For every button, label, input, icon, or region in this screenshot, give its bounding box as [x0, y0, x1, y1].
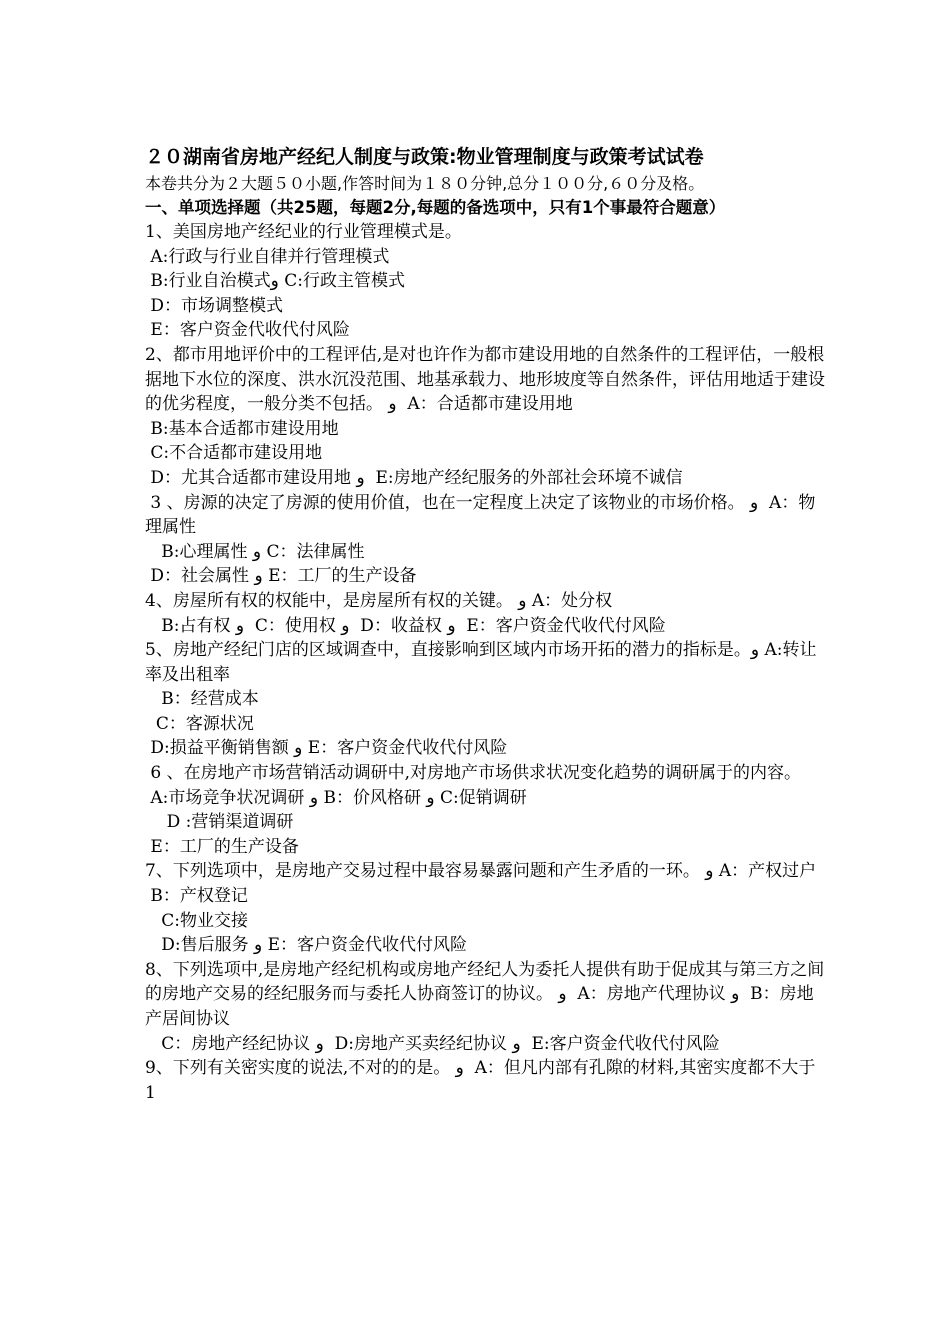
option-line: D:损益平衡销售额 و E：客户资金代收代付风险	[145, 738, 508, 759]
option-line: D：市场调整模式	[145, 295, 284, 316]
option-line: C:物业交接	[145, 910, 248, 931]
option-line: B:占有权 و C：使用权 و D：收益权 و E：客户资金代收代付风险	[145, 615, 666, 636]
option-line: B：产权登记	[145, 886, 248, 907]
question-3	[145, 491, 825, 589]
option-line: D :营销渠道调研	[145, 812, 294, 833]
option-line: B:基本合适都市建设用地	[145, 418, 339, 439]
question-text: 4、房屋所有权的权能中，是房屋所有权的关键。 و A：处分权	[145, 590, 613, 611]
option-line: D:售后服务 و E：客户资金代收代付风险	[145, 935, 468, 956]
question-text: 3 、房源的决定了房源的使用价值，也在一定程度上决定了该物业的市场价格。 و A：物理属性	[145, 492, 816, 538]
option-line: B:行业自治模式و C:行政主管模式	[145, 271, 405, 292]
question-text: 5、房地产经纪门店的区域调查中，直接影响到区域内市场开拓的潜力的指标是。و A:转让率及出租率	[145, 640, 817, 685]
option-line: D：社会属性 و E：工厂的生产设备	[145, 566, 417, 587]
question-2	[145, 343, 825, 491]
page-title: ２０湖南省房地产经纪人制度与政策:物业管理制度与政策考试试卷	[145, 146, 704, 168]
option-line: D：尤其合适都市建设用地 و E:房地产经纪服务的外部社会环境不诚信	[145, 467, 683, 488]
question-4	[145, 589, 825, 638]
option-line: A:市场竞争状况调研 و B：价风格研 و C:促销调研	[145, 787, 527, 808]
option-line: E：客户资金代收代付风险	[145, 320, 350, 341]
section-heading: 一、单项选择题（共25题，每题2分,每题的备选项中，只有1个事最符合题意）	[145, 198, 726, 217]
option-line: E：工厂的生产设备	[145, 836, 299, 857]
question-7	[145, 859, 825, 957]
document-page	[145, 143, 825, 1105]
question-text: 2、都市用地评价中的工程评估,是对也许作为都市建设用地的自然条件的工程评估，一般根据地下水位的深度、洪水沉没范围、地基承载力、地形坡度等自然条件，评估用地适于建设的优劣程度，一般分类不包括。 و A：合适都市建设用地	[145, 344, 825, 415]
question-1	[145, 220, 825, 343]
option-line: B:心理属性 و C：法律属性	[145, 541, 365, 562]
question-text: 9、下列有关密实度的说法,不对的的是。 و A：但凡内部有孔隙的材料,其密实度都不大于1	[145, 1058, 816, 1103]
option-line: C:不合适都市建设用地	[145, 443, 323, 464]
option-line: A:行政与行业自律并行管理模式	[145, 246, 390, 267]
question-9	[145, 1056, 825, 1105]
question-5	[145, 638, 825, 761]
option-line: C：房地产经纪协议 و D:房地产买卖经纪协议 و E:客户资金代收代付风险	[145, 1033, 720, 1054]
question-8	[145, 958, 825, 1056]
question-text: 6 、在房地产市场营销活动调研中,对房地产市场供求状况变化趋势的调研属于的内容。	[145, 763, 802, 784]
question-6	[145, 761, 825, 859]
option-line: B：经营成本	[145, 689, 259, 710]
question-text: 7、下列选项中，是房地产交易过程中最容易暴露问题和产生矛盾的一环。 و A：产权过户	[145, 861, 817, 882]
question-text: 8、下列选项中,是房地产经纪机构或房地产经纪人为委托人提供有助于促成其与第三方之间的房地产交易的经纪服务而与委托人协商签订的协议。 و A：房地产代理协议 و B：房地产居间协议	[145, 959, 825, 1029]
exam-intro: 本卷共分为２大题５０小题,作答时间为１８０分钟,总分１００分,６０分及格。	[145, 174, 705, 193]
option-line: C：客源状况	[145, 713, 254, 734]
question-text: 1、美国房地产经纪业的行业管理模式是。	[145, 222, 462, 242]
